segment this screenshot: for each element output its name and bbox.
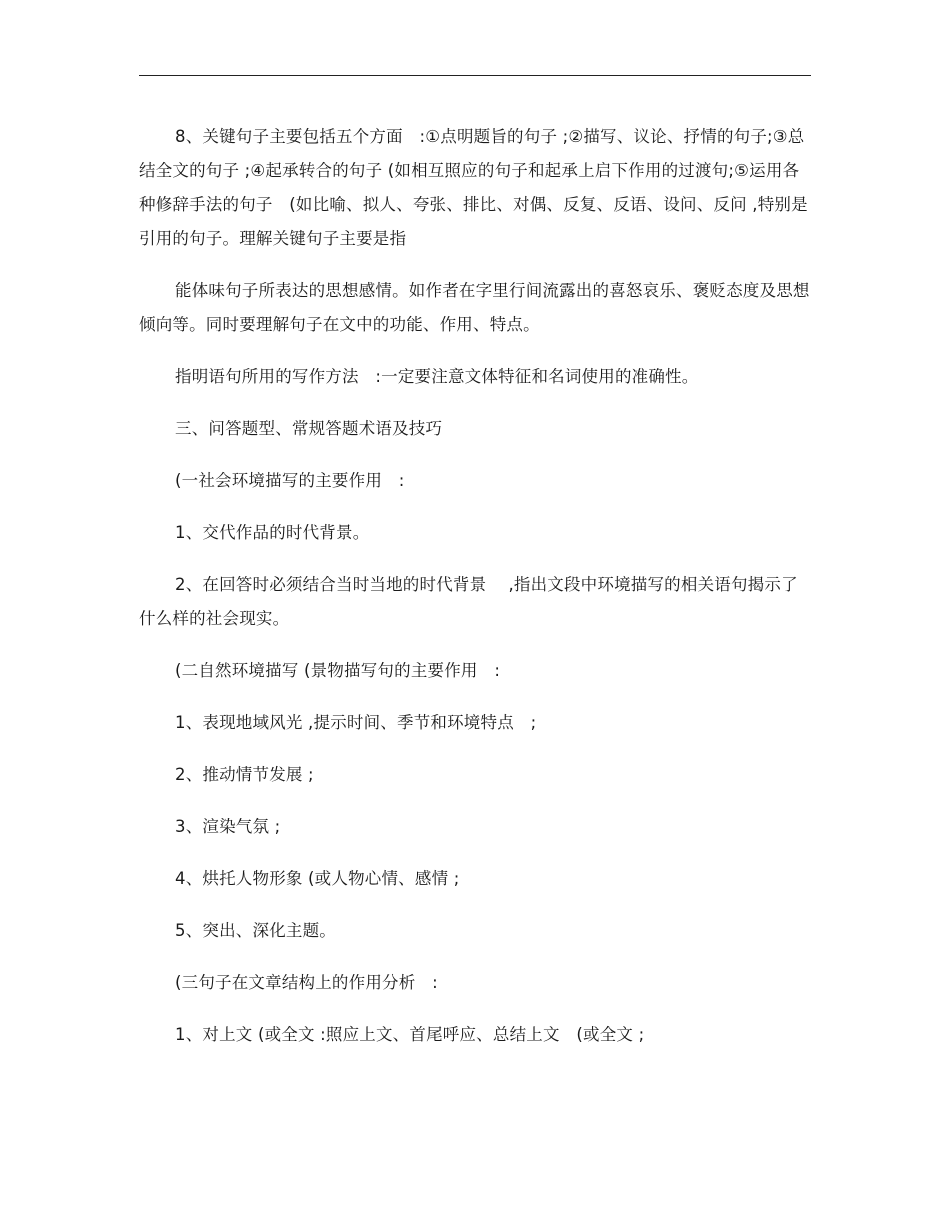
subheading-social-environment: (一社会环境描写的主要作用 : bbox=[175, 471, 405, 490]
paragraph-sentence-emotion: 能体味句子所表达的思想感情。如作者在字里行间流露出的喜怒哀乐、褒贬态度及思想倾向等。同时要理解句子在文中的功能、作用、特点。 bbox=[139, 281, 810, 334]
list-item: 3、渲染气氛 ; bbox=[175, 817, 281, 836]
subheading-sentence-structure: (三句子在文章结构上的作用分析 : bbox=[175, 973, 438, 992]
list-item: 1、对上文 (或全文 :照应上文、首尾呼应、总结上文 (或全文 ; bbox=[175, 1025, 645, 1044]
paragraph-writing-method: 指明语句所用的写作方法 :一定要注意文体特征和名词使用的准确性。 bbox=[175, 367, 699, 386]
list-item: 5、突出、深化主题。 bbox=[175, 921, 336, 940]
section-heading-answer-techniques: 三、问答题型、常规答题术语及技巧 bbox=[175, 419, 443, 438]
list-item: 2、推动情节发展 ; bbox=[175, 765, 314, 784]
paragraph-key-sentences: 8、关键句子主要包括五个方面 :①点明题旨的句子 ;②描写、议论、抒情的句子;③总结全文的句子 ;④起承转合的句子 (如相互照应的句子和起承上启下作用的过渡句;⑤运用各种修辞手法的句子 (如比喻、拟人、夸张、排比、对偶、反复、反语、设问、反问 ,特别是引用的句子。理解关键句子主要是指 bbox=[139, 127, 808, 248]
subheading-natural-environment: (二自然环境描写 (景物描写句的主要作用 : bbox=[175, 661, 501, 680]
list-item: 4、烘托人物形象 (或人物心情、感情 ; bbox=[175, 869, 460, 888]
list-item: 2、在回答时必须结合当时当地的时代背景 ,指出文段中环境描写的相关语句揭示了什么样的社会现实。 bbox=[139, 575, 798, 628]
list-item: 1、表现地域风光 ,提示时间、季节和环境特点 ; bbox=[175, 713, 537, 732]
document-body bbox=[139, 120, 811, 1052]
list-item: 1、交代作品的时代背景。 bbox=[175, 523, 370, 542]
header-divider bbox=[139, 75, 811, 76]
